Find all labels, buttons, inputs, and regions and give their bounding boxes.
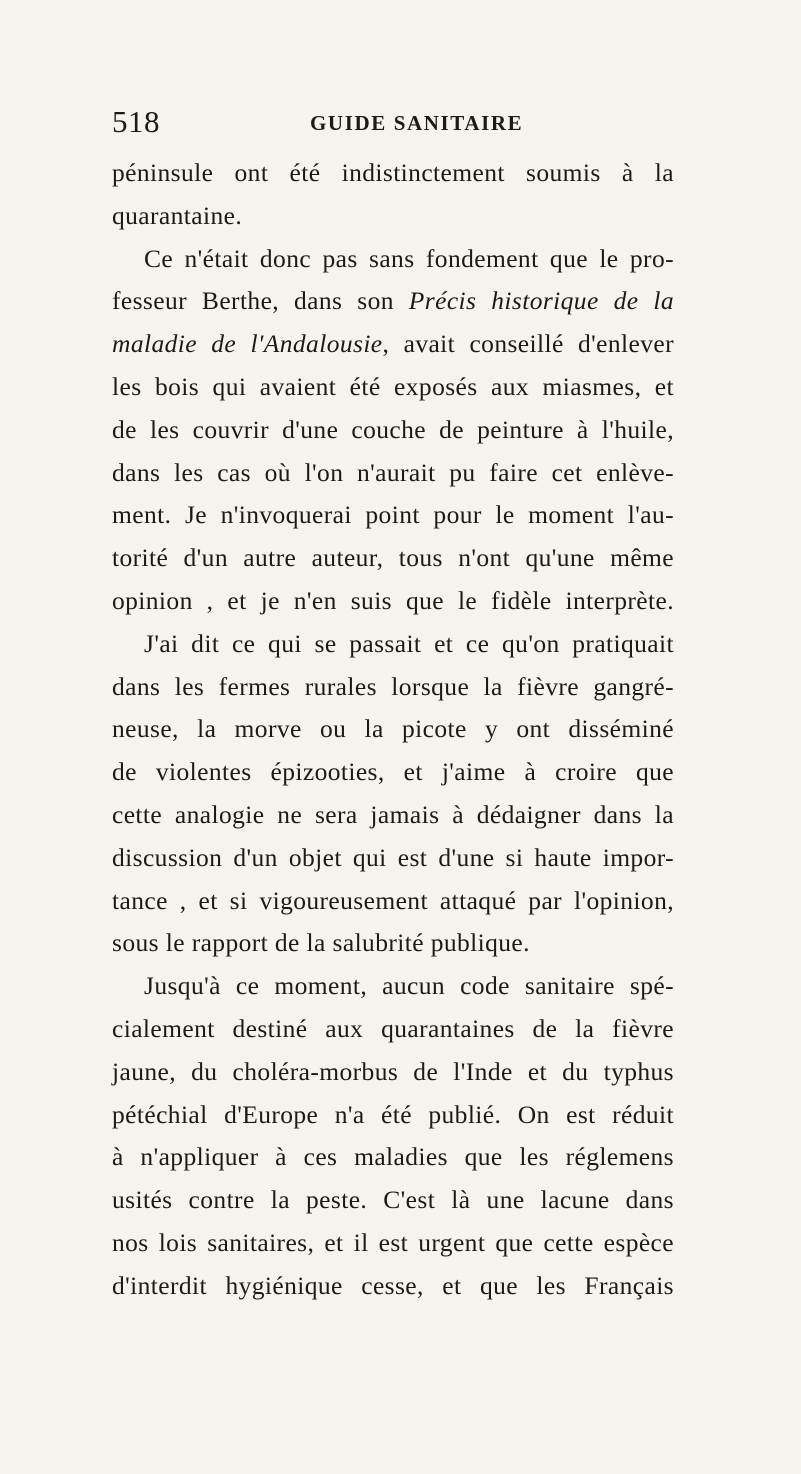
text-line: quarantaine.	[112, 200, 243, 230]
book-title-italic: maladie de l'Andalousie	[112, 329, 383, 359]
text-line: sous le rapport de la salubrité publique.	[112, 928, 530, 958]
text-line: Ce n'était donc pas sans fondement que le pro-	[144, 243, 674, 273]
text-line: jaune, du choléra-morbus de l'Inde et du typhus	[112, 1056, 674, 1086]
text-line: ment. Je n'invoquerai point pour le moment l'au-	[112, 500, 674, 530]
text-line: les bois qui avaient été exposés aux miasmes, et	[112, 371, 674, 401]
text-line	[112, 280, 674, 323]
text-line: neuse, la morve ou la picote y ont disséminé	[112, 714, 674, 744]
text-line: péninsule ont été indistinctement soumis à la	[112, 158, 674, 187]
text-line: dans les fermes rurales lorsque la fièvre gangré-	[112, 671, 674, 701]
text-line: usités contre la peste. C'est là une lacune dans	[112, 1185, 674, 1215]
running-head	[112, 102, 672, 142]
text-line: cette analogie ne sera jamais à dédaigner dans la	[112, 799, 674, 829]
text-line: de les couvrir d'une couche de peinture à l'huile,	[112, 414, 674, 444]
book-title-italic: Précis historique de la	[408, 286, 675, 316]
text-line: de violentes épizooties, et j'aime à croire que	[112, 757, 674, 787]
text-line: opinion , et je n'en suis que le fidèle interprète.	[112, 585, 674, 615]
text-line: d'interdit hygiénique cesse, et que les Français	[112, 1270, 674, 1300]
running-title: GUIDE SANITAIRE	[310, 111, 524, 135]
text-line: tance , et si vigoureusement attaqué par l'opinion,	[112, 885, 674, 915]
body-text	[112, 152, 674, 1308]
text-line: dans les cas où l'on n'aurait pu faire cet enlève-	[112, 457, 674, 487]
page-number: 518	[112, 104, 160, 139]
text-line: Jusqu'à ce moment, aucun code sanitaire spé-	[144, 971, 674, 1001]
text-run: , avait conseillé d'enlever	[382, 329, 674, 359]
text-line: J'ai dit ce qui se passait et ce qu'on pratiquait	[144, 628, 674, 658]
text-line	[112, 323, 674, 366]
text-line: à n'appliquer à ces maladies que les réglemens	[112, 1142, 674, 1172]
text-run: fesseur Berthe, dans son	[112, 286, 409, 316]
text-line: cialement destiné aux quarantaines de la fièvre	[112, 1013, 674, 1043]
text-line: pétéchial d'Europe n'a été publié. On est réduit	[112, 1099, 674, 1129]
text-line: nos lois sanitaires, et il est urgent que cette espèce	[112, 1227, 674, 1257]
text-line: torité d'un autre auteur, tous n'ont qu'une même	[112, 543, 674, 573]
text-line: discussion d'un objet qui est d'une si haute impor-	[112, 842, 674, 872]
